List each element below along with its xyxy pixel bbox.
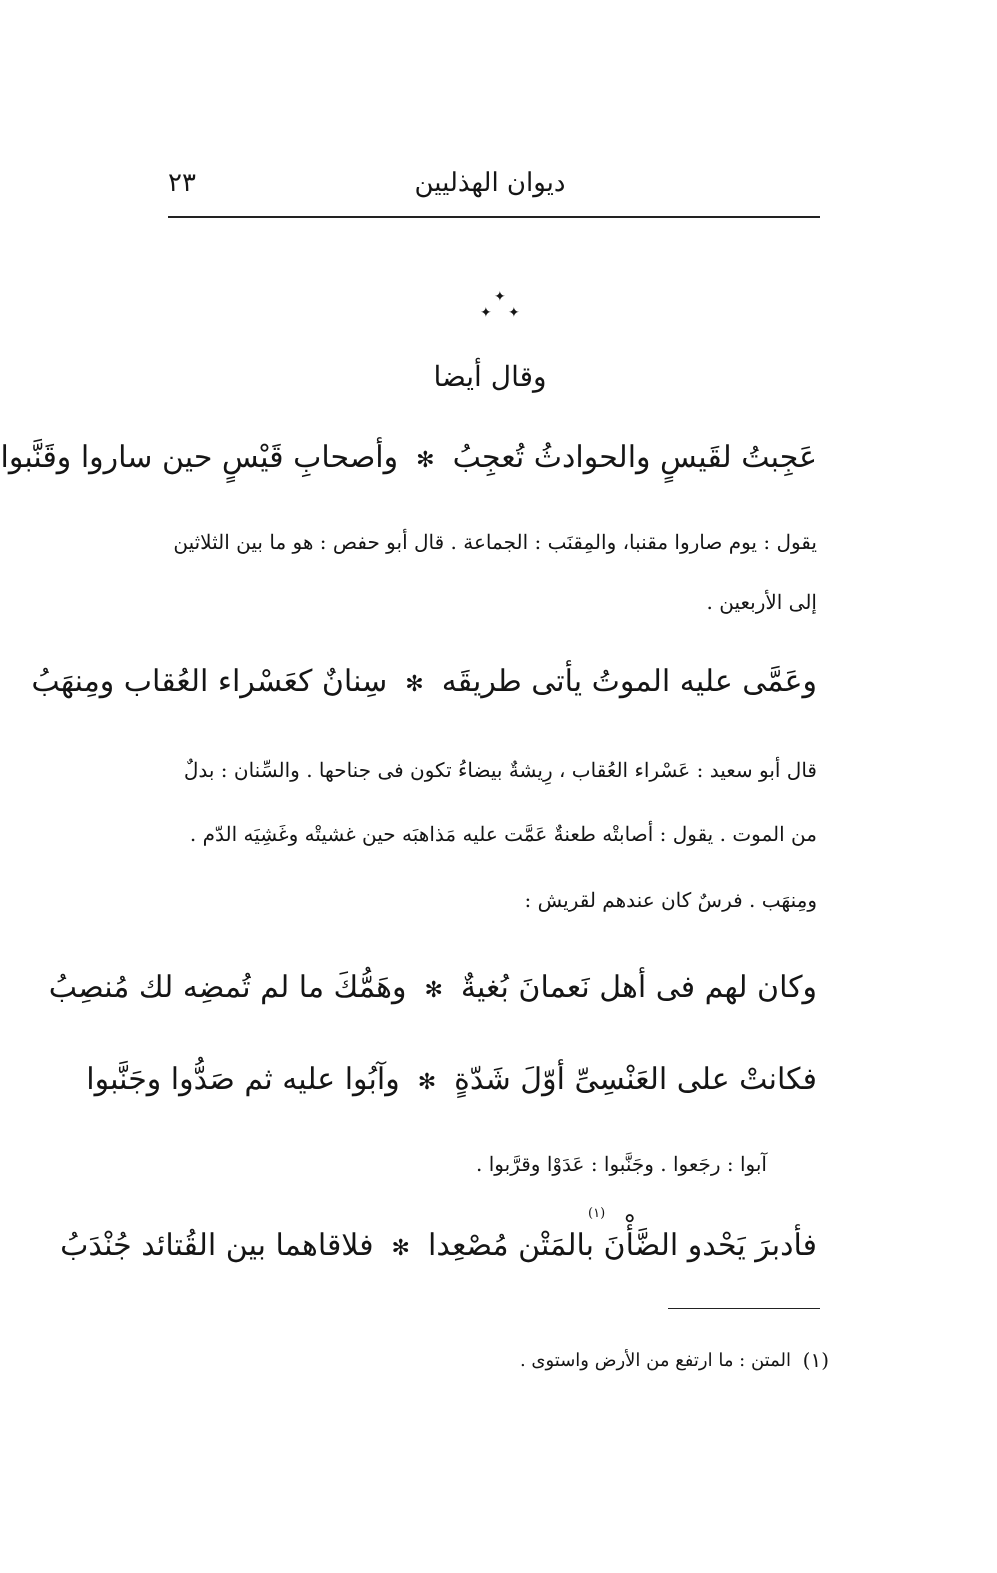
footnote-marker: (١) [802,1348,829,1372]
commentary-line: إلى الأربعين . [706,590,817,614]
verse-separator-icon: ✻ [417,1070,437,1095]
verse-line [1,440,817,475]
verse-line [60,1228,817,1263]
footnote-reference: (١) [588,1206,606,1221]
commentary-line: يقول : يوم صاروا مقنبا، والمِقنَب : الجماعة . قال أبو حفص : هو ما بين الثلاثين [173,530,817,554]
verse-second-hemistich: وهَمُّكَ ما لم تُمضِه لك مُنصِبُ [48,970,407,1005]
verse-separator-icon: ✻ [405,672,424,697]
verse-second-hemistich: سِنانٌ كعَسْراء العُقاب ومِنهَبُ [31,664,388,699]
verse-first-hemistich: وكان لهم فى أهل نَعمانَ بُغيةٌ [460,970,817,1005]
footnote-rule [668,1308,820,1309]
verse-separator-icon: ✻ [391,1236,410,1261]
verse-line [86,1062,817,1097]
verse-second-hemistich: وأصحابِ قَيْسٍ حين ساروا وقَنَّبوا [0,440,399,475]
asterism-ornament [470,290,530,330]
verse-first-hemistich: عَجِبتُ لقَيسٍ والحوادثُ تُعجِبُ [452,440,817,475]
verse-second-hemistich: فلاقاهما بين القُتائد جُنْدَبُ [60,1228,374,1263]
ornament-star-icon: ✦ [508,305,520,321]
verse-first-hemistich: فأدبرَ يَحْدو الضَّأْنَ بالمَتْن مُصْعِدا [427,1228,817,1263]
section-title: وقال أيضا [433,360,547,393]
header-rule [168,216,820,218]
commentary-line: آبوا : رجَعوا . وجَنَّبوا : عَدَوْا وقرَّبوا . [476,1152,767,1176]
ornament-star-icon: ✦ [494,289,506,305]
verse-line [49,970,817,1005]
verse-second-hemistich: وآبُوا عليه ثم صَدُّوا وجَنَّبوا [86,1062,400,1097]
footnote-text: المتن : ما ارتفع من الأرض واستوى . [519,1350,791,1371]
commentary-line: قال أبو سعيد : عَسْراء العُقاب ، رِيشةٌ بيضاءُ تكون فى جناحها . والسِّنان : بدلٌ [183,758,817,782]
commentary-line: من الموت . يقول : أصابتْه طعنةٌ عَمَّت عليه مَذاهبَه حين غشيتْه وغَشِيَه الدّم . [189,822,817,846]
verse-first-hemistich: فكانتْ على العَنْسِىِّ أوّلَ شَدّةٍ [454,1062,817,1097]
verse-line [31,664,817,699]
verse-first-hemistich: وعَمَّى عليه الموتُ يأتى طريقَه [441,664,817,699]
page-number: ٢٣ [168,168,196,198]
verse-separator-icon: ✻ [424,978,443,1003]
verse-separator-icon: ✻ [416,448,435,473]
running-header-title: ديوان الهذليين [414,168,566,198]
commentary-line: ومِنهَب . فرسٌ كان عندهم لقريش : [524,888,817,912]
ornament-star-icon: ✦ [480,305,492,321]
